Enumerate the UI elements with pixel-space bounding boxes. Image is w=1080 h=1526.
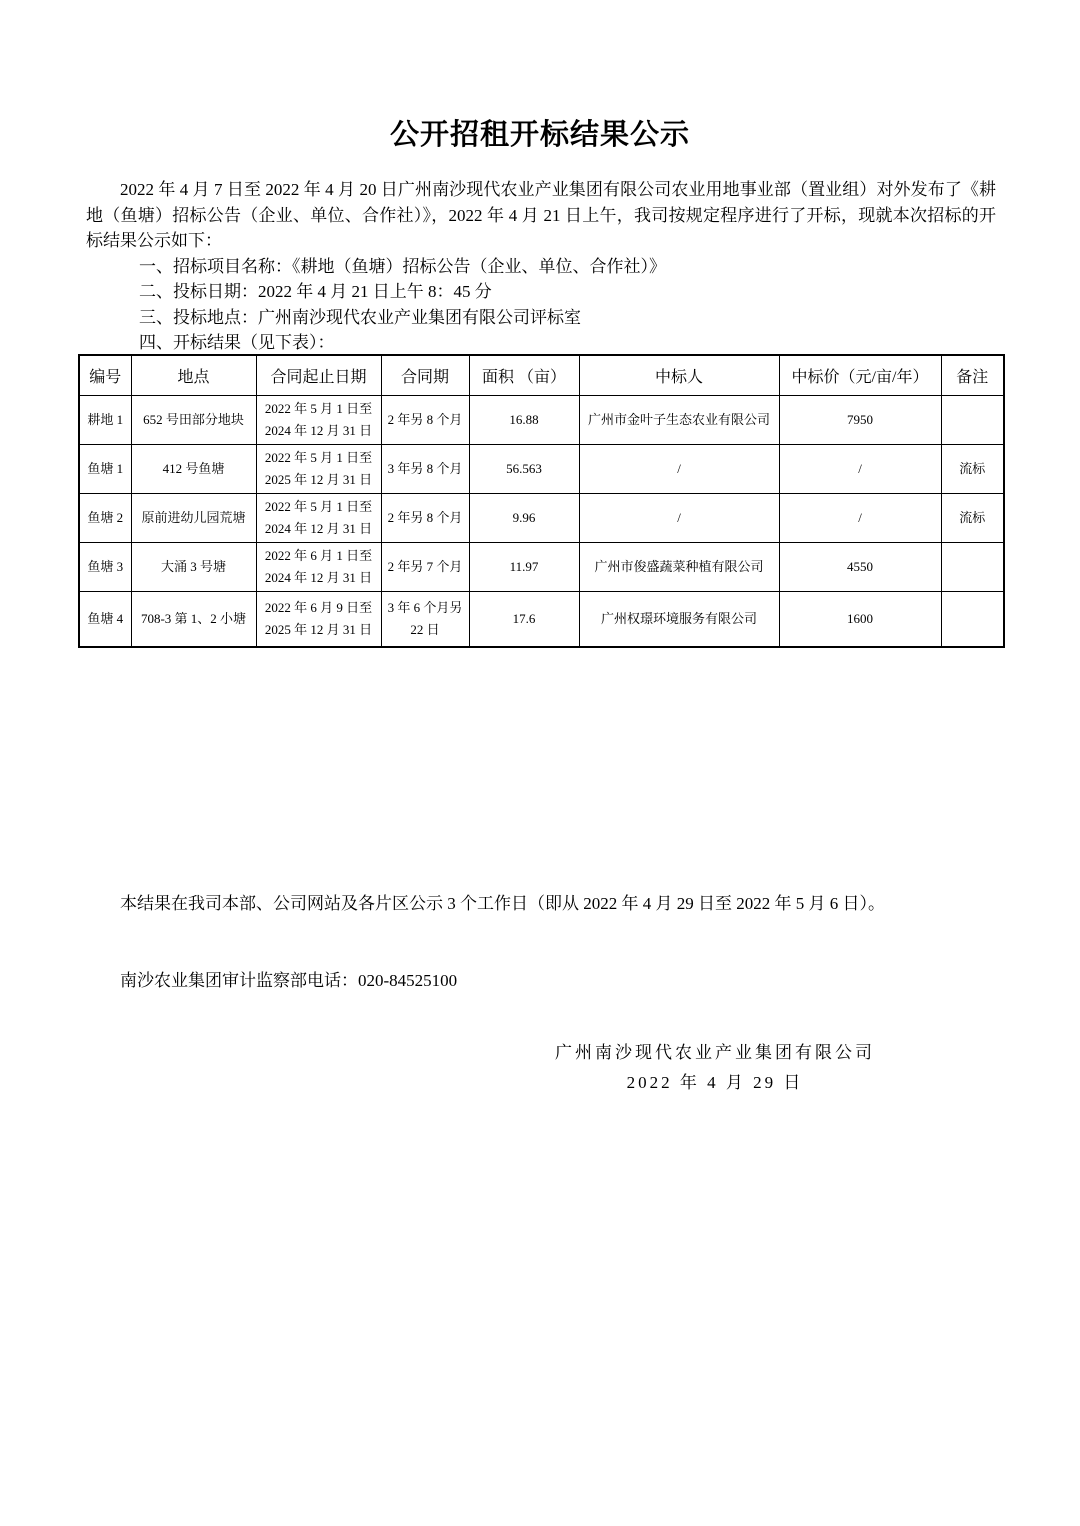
cell-location: 652 号田部分地块	[131, 395, 256, 444]
header-id: 编号	[79, 355, 131, 395]
cell-location: 708-3 第 1、2 小塘	[131, 591, 256, 647]
cell-term: 2 年另 8 个月	[381, 493, 469, 542]
date-end: 2024 年 12 月 31 日	[264, 569, 373, 585]
header-contract-dates: 合同起止日期	[256, 355, 381, 395]
cell-note	[941, 542, 1004, 591]
list-item-bid-location: 三、投标地点：广州南沙现代农业产业集团有限公司评标室	[139, 307, 581, 327]
cell-contract-dates	[256, 591, 381, 647]
table-row	[79, 591, 1004, 647]
page-title: 公开招租开标结果公示	[389, 119, 690, 151]
contact-phone: 南沙农业集团审计监察部电话：020-84525100	[120, 971, 458, 990]
cell-id: 鱼塘 1	[79, 444, 131, 493]
document-body	[86, 177, 996, 356]
date-end: 2024 年 12 月 31 日	[264, 520, 373, 536]
date-start: 2022 年 5 月 1 日至	[264, 400, 373, 416]
cell-winner: 广州市俊盛蔬菜种植有限公司	[579, 542, 779, 591]
cell-location: 大涌 3 号塘	[131, 542, 256, 591]
cell-term: 2 年另 8 个月	[381, 395, 469, 444]
table-header-row	[79, 355, 1004, 395]
cell-term: 2 年另 7 个月	[381, 542, 469, 591]
cell-area: 11.97	[469, 542, 579, 591]
cell-note: 流标	[941, 493, 1004, 542]
table-row	[79, 493, 1004, 542]
cell-winner: /	[579, 444, 779, 493]
cell-price: 7950	[779, 395, 941, 444]
date-end: 2024 年 12 月 31 日	[264, 422, 373, 438]
cell-id: 鱼塘 2	[79, 493, 131, 542]
cell-area: 16.88	[469, 395, 579, 444]
cell-winner: 广州市金叶子生态农业有限公司	[579, 395, 779, 444]
cell-contract-dates	[256, 542, 381, 591]
header-area: 面积 （亩）	[469, 355, 579, 395]
header-winner: 中标人	[579, 355, 779, 395]
cell-winner: /	[579, 493, 779, 542]
cell-id: 耕地 1	[79, 395, 131, 444]
intro-paragraph: 2022 年 4 月 7 日至 2022 年 4 月 20 日广州南沙现代农业产业集团有限公司农业用地事业部（置业组）对外发布了《耕地（鱼塘）招标公告（企业、单位、合作社）》，2022 年 4 月 21 日上午，我司按规定程序进行了开标，现就本次招标的开标结果公示如下：	[86, 180, 996, 250]
cell-id: 鱼塘 4	[79, 591, 131, 647]
date-start: 2022 年 5 月 1 日至	[264, 498, 373, 514]
table-row	[79, 542, 1004, 591]
table-row	[79, 395, 1004, 444]
date-start: 2022 年 6 月 1 日至	[264, 547, 373, 563]
cell-price: /	[779, 444, 941, 493]
signature-date: 2022 年 4 月 29 日	[626, 1073, 804, 1092]
list-item-bid-date: 二、投标日期：2022 年 4 月 21 日上午 8：45 分	[139, 282, 492, 301]
publicity-notice: 本结果在我司本部、公司网站及各片区公示 3 个工作日（即从 2022 年 4 月 29 日至 2022 年 5 月 6 日）。	[120, 894, 885, 913]
cell-contract-dates	[256, 444, 381, 493]
header-location: 地点	[131, 355, 256, 395]
header-term: 合同期	[381, 355, 469, 395]
date-end: 2025 年 12 月 31 日	[264, 621, 373, 637]
header-note: 备注	[941, 355, 1004, 395]
cell-note	[941, 591, 1004, 647]
cell-price: 4550	[779, 542, 941, 591]
cell-location: 412 号鱼塘	[131, 444, 256, 493]
cell-term: 3 年另 8 个月	[381, 444, 469, 493]
cell-area: 56.563	[469, 444, 579, 493]
cell-price: /	[779, 493, 941, 542]
list-item-project-name: 一、招标项目名称：《耕地（鱼塘）招标公告（企业、单位、合作社）》	[139, 256, 666, 276]
date-start: 2022 年 5 月 1 日至	[264, 449, 373, 465]
signature-block	[450, 1038, 980, 1098]
cell-id: 鱼塘 3	[79, 542, 131, 591]
cell-price: 1600	[779, 591, 941, 647]
table-row	[79, 444, 1004, 493]
header-price: 中标价（元/亩/年）	[779, 355, 941, 395]
cell-winner: 广州权璟环境服务有限公司	[579, 591, 779, 647]
date-start: 2022 年 6 月 9 日至	[264, 599, 373, 615]
cell-location: 原前进幼儿园荒塘	[131, 493, 256, 542]
signature-company: 广州南沙现代农业产业集团有限公司	[555, 1043, 875, 1062]
cell-note	[941, 395, 1004, 444]
cell-note: 流标	[941, 444, 1004, 493]
results-table	[78, 354, 1005, 648]
list-item-results-intro: 四、开标结果（见下表）：	[139, 333, 335, 352]
date-end: 2025 年 12 月 31 日	[264, 471, 373, 487]
cell-contract-dates	[256, 395, 381, 444]
cell-area: 9.96	[469, 493, 579, 542]
cell-term: 3 年 6 个月另 22 日	[381, 591, 469, 647]
cell-area: 17.6	[469, 591, 579, 647]
cell-contract-dates	[256, 493, 381, 542]
